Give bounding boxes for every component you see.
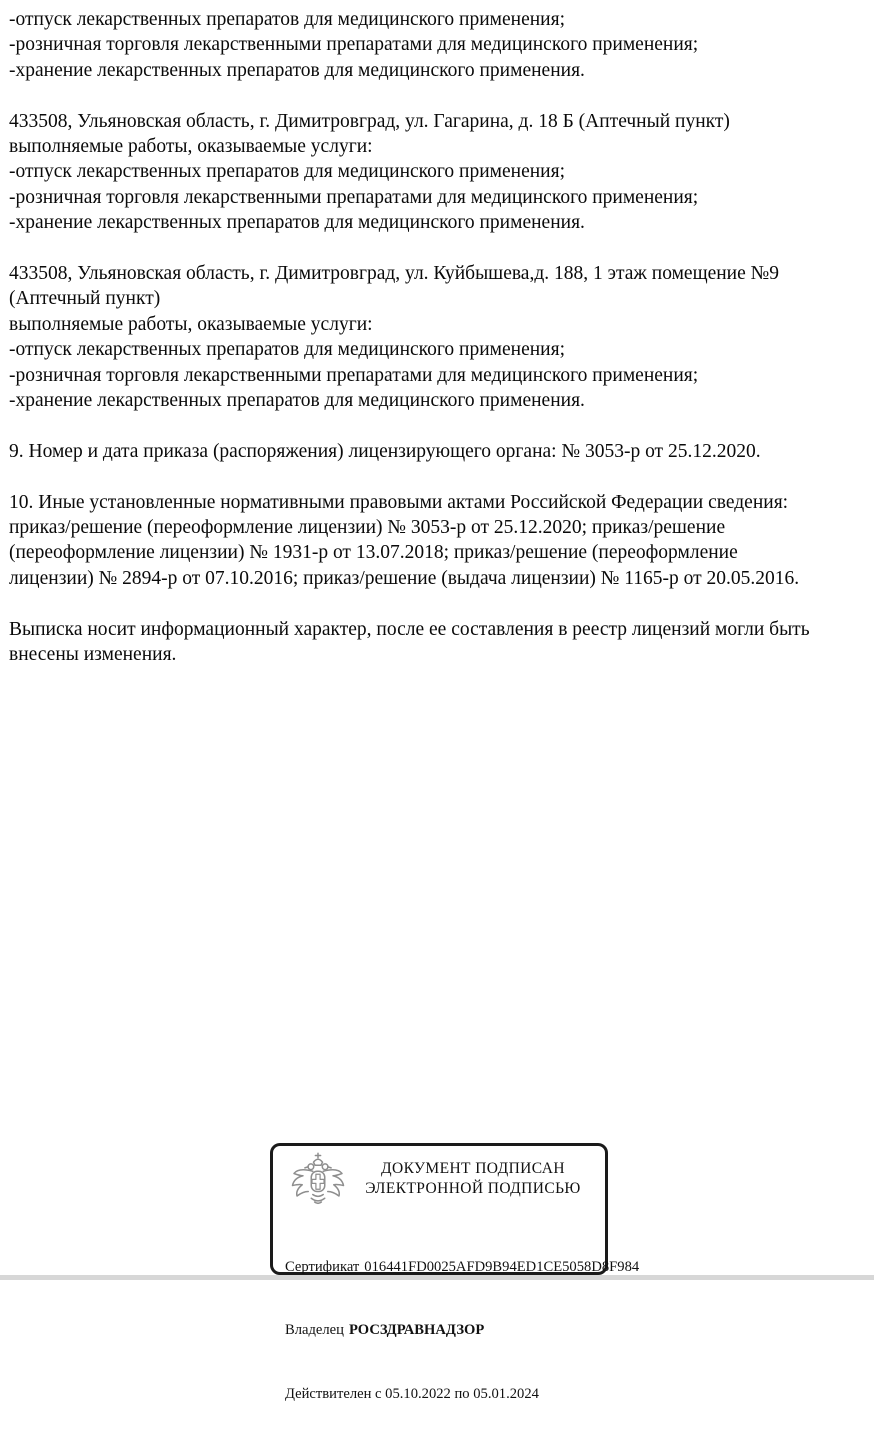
text-line: внесены изменения. [9,644,177,666]
text-line: 10. Иные установленные нормативными правовыми актами Российской Федерации сведения: [9,491,789,513]
text-line: -отпуск лекарственных препаратов для медицинского применения; [9,339,566,361]
text-line: приказ/решение (переоформление лицензии) № 3053-р от 25.12.2020; приказ/решение [9,517,726,539]
stamp-details [285,1214,640,1448]
text-line: выполняемые работы, оказываемые услуги: [9,136,373,158]
text-line: -хранение лекарственных препаратов для медицинского применения. [9,390,585,412]
owner-line [285,1320,595,1341]
page-bottom-edge [0,1275,874,1280]
text-line: -розничная торговля лекарственными препаратами для медицинского применения; [9,186,699,208]
certificate-value: 016441FD0025AFD9B94ED1CE5058D8F984 [364,1258,640,1275]
paragraph-item-10 [9,490,870,592]
paragraph-services [9,7,870,83]
text-line: -отпуск лекарственных препаратов для медицинского применения; [9,9,566,30]
paragraph-address-gagarina [9,109,870,236]
text-line: 433508, Ульяновская область, г. Димитровград, ул. Гагарина, д. 18 Б (Аптечный пункт) [9,110,730,132]
paragraph-address-kuybysheva [9,261,870,413]
text-line: (переоформление лицензии) № 1931-р от 13.07.2018; приказ/решение (переоформление [9,542,738,564]
text-line: -розничная торговля лекарственными препаратами для медицинского применения; [9,34,699,56]
validity-line: Действителен с 05.10.2022 по 05.01.2024 [285,1386,539,1403]
text-line: выполняемые работы, оказываемые услуги: [9,313,373,335]
paragraph-item-9 [9,439,870,464]
text-line: Выписка носит информационный характер, после ее составления в реестр лицензий могли быть [9,618,810,640]
text-line: -хранение лекарственных препаратов для медицинского применения. [9,59,585,81]
document-body [9,7,870,693]
stamp-title-line2: ЭЛЕКТРОННОЙ ПОДПИСЬЮ [365,1179,581,1197]
stamp-title [351,1150,595,1198]
certificate-label: Сертификат [285,1258,360,1275]
text-line: -розничная торговля лекарственными препаратами для медицинского применения; [9,364,699,386]
electronic-signature-stamp [270,1143,640,1403]
text-line: 9. Номер и дата приказа (распоряжения) лицензирующего органа: № 3053-р от 25.12.2020. [9,440,761,462]
text-line: (Аптечный пункт) [9,288,161,310]
text-line: лицензии) № 2894-р от 07.10.2016; приказ/решение (выдача лицензии) № 1165-р от 20.05.2016. [9,567,800,589]
paragraph-disclaimer [9,617,870,668]
owner-label: Владелец [285,1322,344,1339]
text-line: -хранение лекарственных препаратов для медицинского применения. [9,212,585,234]
roszdravnadzor-coat-of-arms-icon [285,1151,351,1211]
stamp-title-line1: ДОКУМЕНТ ПОДПИСАН [381,1160,565,1177]
stamp-header [285,1150,595,1211]
text-line: -отпуск лекарственных препаратов для медицинского применения; [9,161,566,183]
text-line: 433508, Ульяновская область, г. Димитровград, ул. Куйбышева,д. 188, 1 этаж помещение №9 [9,263,779,285]
owner-value: РОСЗДРАВНАДЗОР [348,1322,485,1339]
